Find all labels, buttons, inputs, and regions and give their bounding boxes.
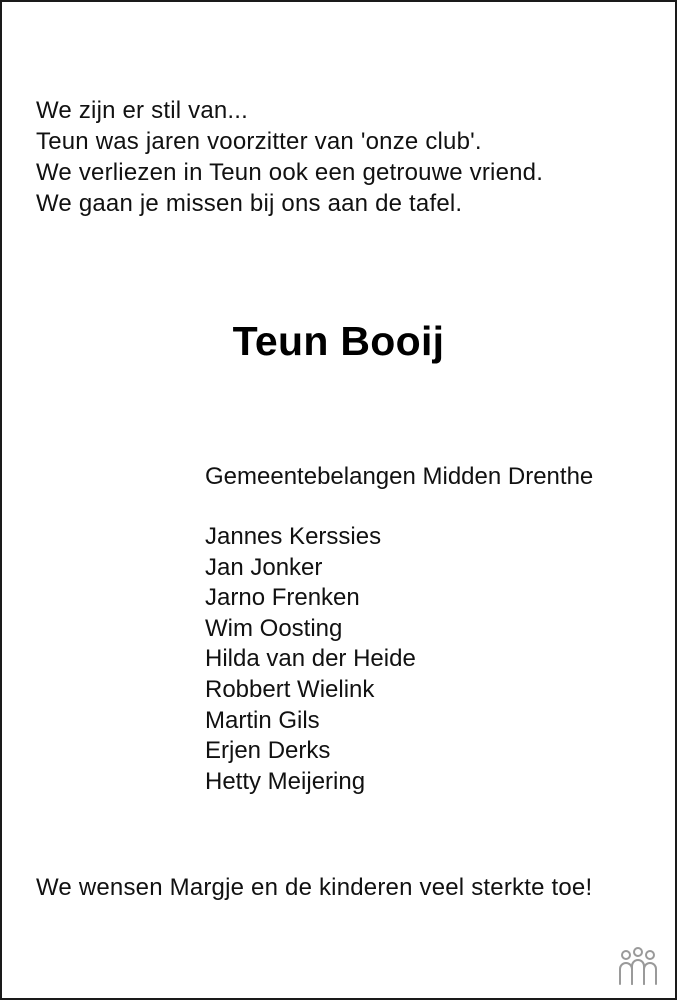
- intro-text: [36, 95, 543, 219]
- member-name: Wim Oosting: [205, 614, 343, 642]
- member-name: Robbert Wielink: [205, 675, 375, 703]
- intro-line: We zijn er stil van...: [36, 97, 249, 124]
- intro-line: We verliezen in Teun ook een getrouwe vriend.: [36, 159, 544, 186]
- intro-line: We gaan je missen bij ons aan de tafel.: [36, 190, 463, 217]
- member-name: Jannes Kerssies: [205, 523, 382, 550]
- member-name: Erjen Derks: [205, 737, 331, 765]
- member-name: Martin Gils: [205, 706, 320, 734]
- member-name: Hetty Meijering: [205, 767, 366, 795]
- intro-line: Teun was jaren voorzitter van 'onze club'.: [36, 128, 482, 155]
- deceased-name: Teun Booij: [232, 318, 445, 364]
- people-group-icon: [613, 946, 663, 986]
- member-name: Jan Jonker: [205, 553, 323, 581]
- member-name: Hilda van der Heide: [205, 645, 416, 673]
- member-name: Jarno Frenken: [205, 584, 360, 612]
- member-list: [205, 522, 416, 797]
- sender-organization: Gemeentebelangen Midden Drenthe: [205, 463, 594, 490]
- closing-message: We wensen Margje en de kinderen veel sterkte toe!: [36, 874, 593, 901]
